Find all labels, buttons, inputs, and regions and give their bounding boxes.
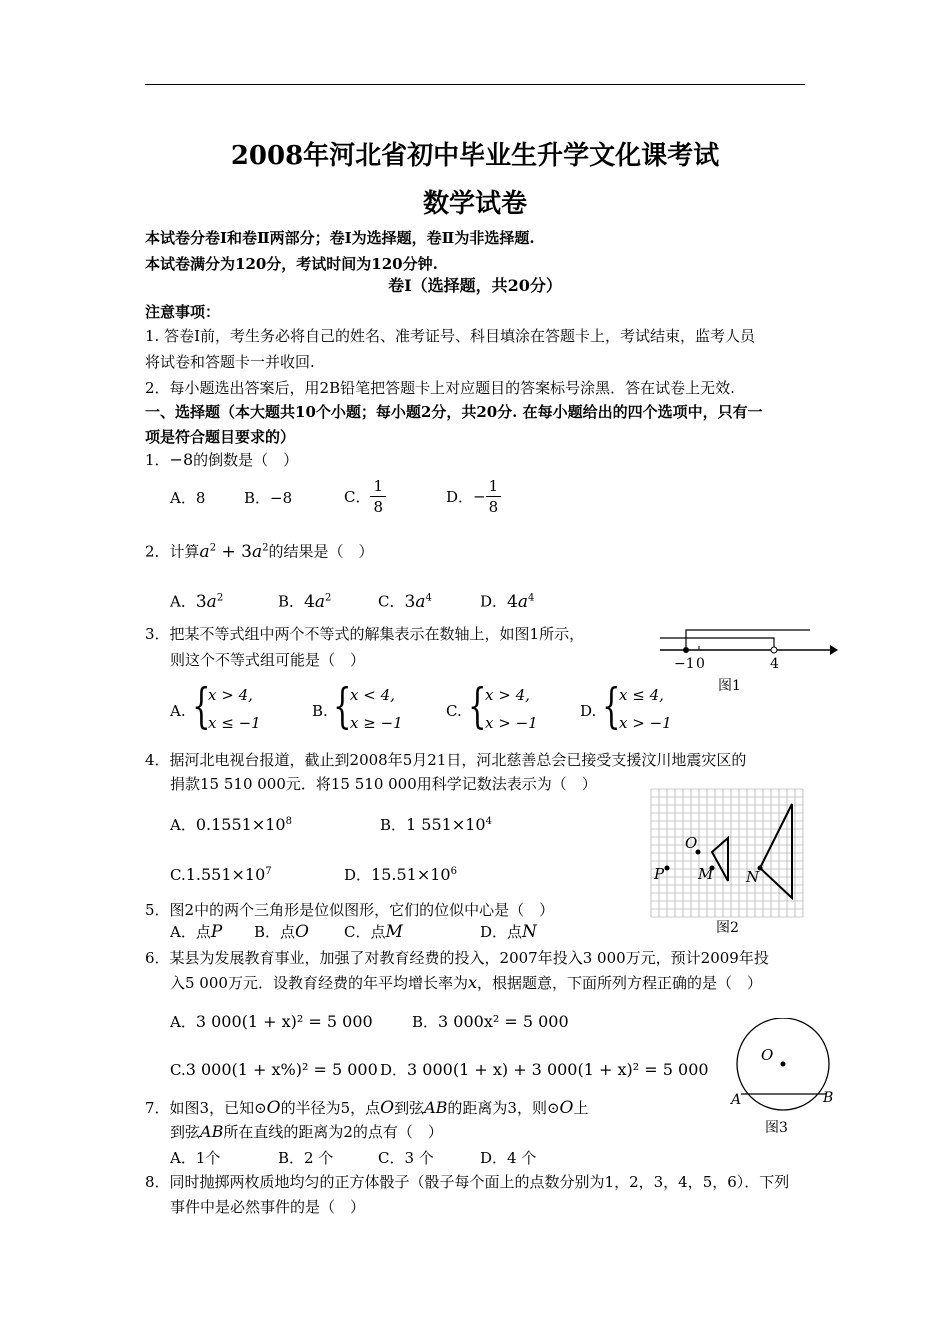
q3-option-a-label: A. bbox=[170, 702, 186, 720]
note-1b: 将试卷和答题卡一并收回. bbox=[145, 353, 315, 371]
q2-stem: 2．计算$a^2 + 3a^2$的结果是（ ） bbox=[145, 541, 374, 562]
q7-line-2: 到弦AB所在直线的距离为2的点有（ ） bbox=[170, 1122, 443, 1141]
q5-option-b: B．点O bbox=[254, 922, 309, 942]
q2-option-d: D．$4a^4$ bbox=[480, 591, 535, 612]
q7-option-b: B．2 个 bbox=[278, 1149, 334, 1167]
q3-c-line1: x > 4, bbox=[485, 686, 530, 704]
intro-line-1: 本试卷分卷Ⅰ和卷Ⅱ两部分；卷Ⅰ为选择题，卷Ⅱ为非选择题. bbox=[145, 229, 535, 247]
q8-line-2: 事件中是必然事件的是（ ） bbox=[170, 1198, 366, 1216]
q3-d-line2: x > −1 bbox=[619, 714, 672, 732]
fig2-label-o: O bbox=[685, 834, 698, 852]
q1-stem bbox=[145, 450, 298, 470]
q8-line-1: 8．同时抛掷两枚质地均匀的正方体骰子（骰子每个面上的点数分别为1，2，3，4，5，6）．下列 bbox=[145, 1173, 790, 1191]
q3-d-line1: x ≤ 4, bbox=[619, 686, 664, 704]
q6-line-1: 6．某县为发展教育事业，加强了对教育经费的投入，2007年投入3 000万元，预计2009年投 bbox=[145, 949, 769, 967]
part1-line-2: 项是符合题目要求的） bbox=[145, 428, 296, 446]
q1-d-fraction: $\frac{1}{8}$ bbox=[486, 476, 502, 517]
axis-label-4: 4 bbox=[770, 656, 779, 672]
q4-line-2: 捐款15 510 000元．将15 510 000用科学记数法表示为（ ） bbox=[170, 775, 597, 793]
q6-option-d: D．3 000(1 + x) + 3 000(1 + x)² = 5 000 bbox=[380, 1060, 709, 1079]
q1-option-d: D．− $\frac{1}{8}$ bbox=[446, 476, 501, 517]
fig3-label-b: B bbox=[823, 1090, 834, 1106]
note-2: 2．每小题选出答案后，用2B铅笔把答题卡上对应题目的答案标号涂黑．答在试卷上无效. bbox=[145, 379, 735, 397]
figure-1-number-line bbox=[650, 618, 840, 698]
intro-line-2: 本试卷满分为120分，考试时间为120分钟. bbox=[145, 255, 438, 273]
q7-line-1: 7．如图3，已知⊙O的半径为5，点O到弦AB的距离为3，则⊙O上 bbox=[145, 1098, 589, 1118]
q4-option-b: B．1 $551\times 10^4$ bbox=[380, 815, 492, 834]
q3-line-2: 则这个不等式组可能是（ ） bbox=[170, 651, 366, 669]
figure-1-label: 图1 bbox=[718, 678, 741, 694]
q1-option-a: A．8 bbox=[170, 489, 206, 507]
q7-option-d: D．4 个 bbox=[480, 1149, 537, 1167]
q3-option-b-label: B. bbox=[312, 702, 328, 720]
q2-option-a: A．$3a^2$ bbox=[170, 591, 224, 612]
section-heading: 卷Ⅰ（选择题，共20分） bbox=[388, 276, 562, 295]
q2-option-c: C．$3a^4$ bbox=[378, 591, 432, 612]
q2-option-b: B．$4a^2$ bbox=[278, 591, 332, 612]
q3-option-d-label: D. bbox=[580, 702, 597, 720]
fig3-label-o: O bbox=[761, 1046, 774, 1064]
fig2-label-n: N bbox=[746, 868, 760, 886]
q1-num: 1． bbox=[145, 451, 170, 469]
q3-a-line1: x > 4, bbox=[208, 686, 253, 704]
q3-a-line2: x ≤ −1 bbox=[208, 714, 261, 732]
q3-line-1: 3．把某不等式组中两个不等式的解集表示在数轴上，如图1所示， bbox=[145, 625, 585, 643]
header-rule bbox=[145, 84, 805, 85]
q6-option-b: B．3 000x² = 5 000 bbox=[412, 1012, 569, 1031]
q7-option-c: C．3 个 bbox=[378, 1149, 434, 1167]
q3-c-brace: { bbox=[468, 678, 487, 734]
q6-option-a: A．3 000(1 + x)² = 5 000 bbox=[170, 1012, 373, 1031]
q3-b-brace: { bbox=[333, 678, 352, 734]
figure-3-label: 图3 bbox=[765, 1120, 788, 1136]
q1-option-b: B．−8 bbox=[244, 489, 293, 507]
notes-heading: 注意事项： bbox=[145, 303, 221, 321]
axis-label-0: 0 bbox=[696, 656, 705, 672]
note-1a: 1. 答卷Ⅰ前，考生务必将自己的姓名、准考证号、科目填涂在答题卡上，考试结束，监考人员 bbox=[145, 327, 756, 345]
q4-option-c: $C.1.551\times 10^7$ bbox=[170, 865, 272, 884]
q4-option-d: D．$15.51\times 10^6$ bbox=[344, 865, 457, 884]
q4-option-a: A．$0.1551\times 10^8$ bbox=[170, 815, 292, 834]
q4-line-1: 4．据河北电视台报道，截止到2008年5月21日，河北慈善总会已接受支援汶川地震灾区的 bbox=[145, 751, 747, 769]
page-subtitle: 数学试卷 bbox=[422, 189, 527, 219]
q3-b-line2: x ≥ −1 bbox=[350, 714, 403, 732]
q6-option-c: C.3 000(1 + x%)² = 5 000 bbox=[170, 1060, 378, 1079]
q5-option-a: A．点P bbox=[170, 922, 223, 942]
q3-b-line1: x < 4, bbox=[350, 686, 395, 704]
q1-value: −8 bbox=[169, 450, 194, 469]
q5-stem: 5．图2中的两个三角形是位似图形，它们的位似中心是（ ） bbox=[145, 901, 555, 919]
fig2-label-p: P bbox=[654, 865, 665, 883]
q1-option-c: C． $\frac{1}{8}$ bbox=[344, 476, 386, 517]
q1-rest: 的倒数是（ ） bbox=[193, 451, 299, 469]
fig2-label-m: M bbox=[698, 865, 714, 883]
page-title: 2008年河北省初中毕业生升学文化课考试 bbox=[230, 141, 720, 171]
figure-2-label: 图2 bbox=[716, 920, 739, 936]
q7-option-a: A．1个 bbox=[170, 1149, 221, 1167]
q3-c-line2: x > −1 bbox=[485, 714, 538, 732]
q5-option-c: C．点M bbox=[344, 922, 403, 942]
q5-option-d: D．点N bbox=[480, 922, 537, 942]
axis-label-neg1: −1 bbox=[674, 656, 695, 672]
figure-2-grid bbox=[648, 786, 813, 936]
q6-line-2: 入5 000万元．设教育经费的年平均增长率为x，根据题意，下面所列方程正确的是（ ） bbox=[170, 973, 762, 992]
part1-line-1: 一、选择题（本大题共10个小题；每小题2分，共20分. 在每小题给出的四个选项中，只有一 bbox=[145, 403, 763, 421]
q3-d-brace: { bbox=[602, 678, 621, 734]
q3-a-brace: { bbox=[192, 678, 211, 734]
q1-c-fraction: $\frac{1}{8}$ bbox=[370, 476, 386, 517]
fig3-label-a: A bbox=[731, 1092, 742, 1108]
figure-3-circle bbox=[725, 1018, 845, 1138]
q2-expression: $a^2 + 3a^2$ bbox=[199, 541, 269, 562]
q3-option-c-label: C. bbox=[446, 702, 462, 720]
